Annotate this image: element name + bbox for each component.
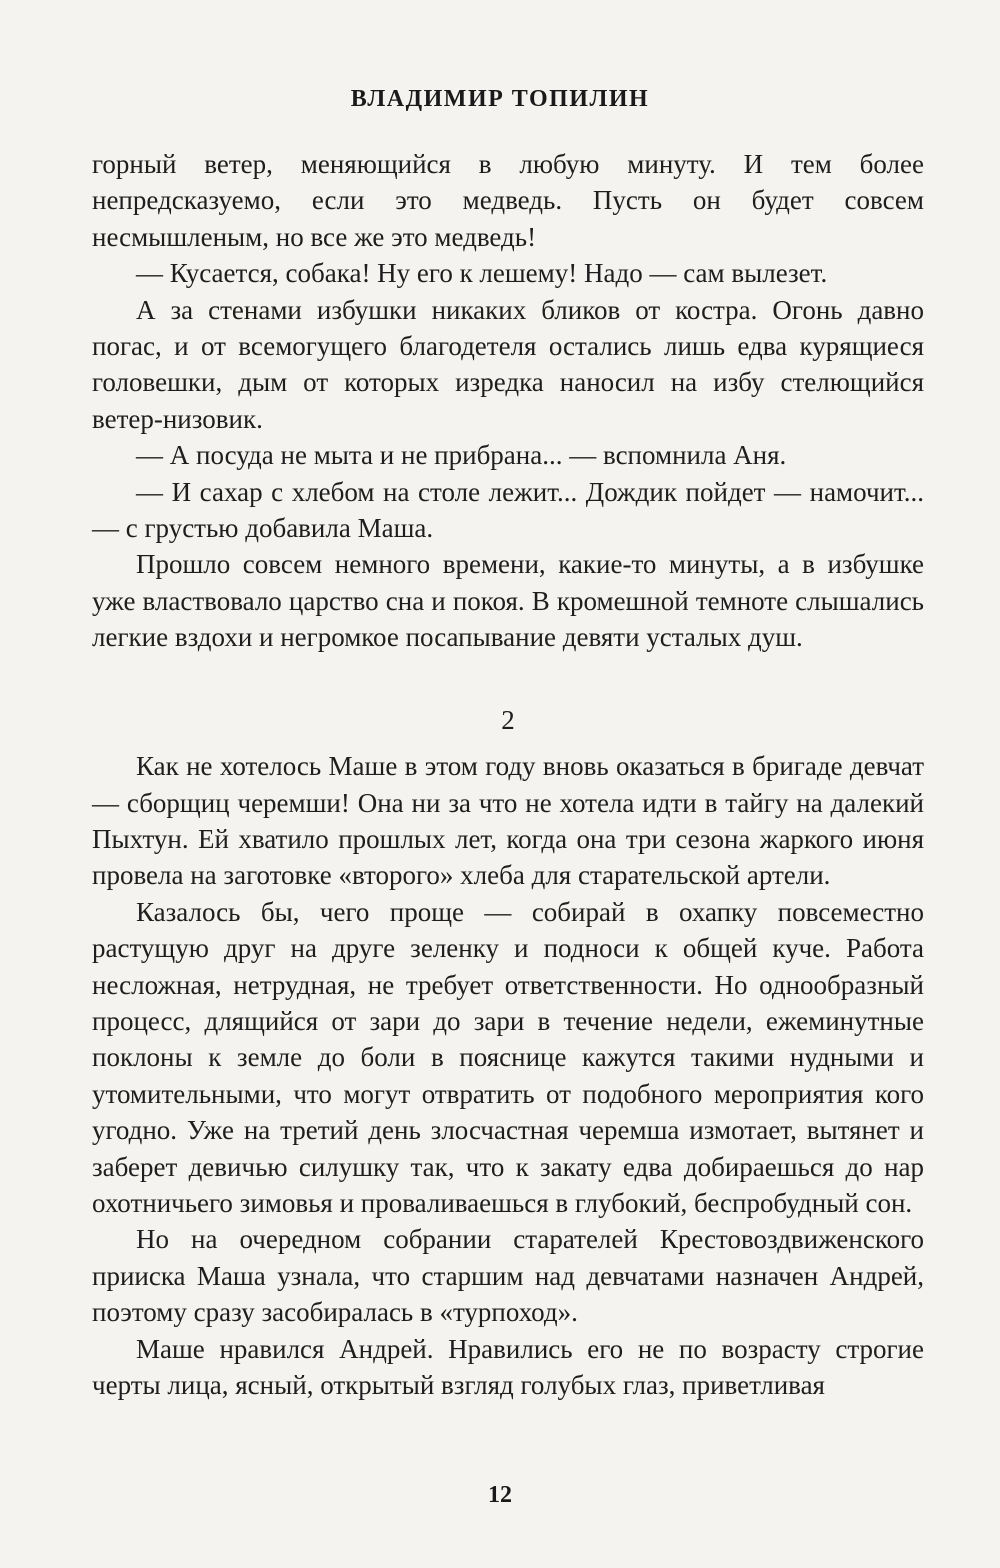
paragraph: Но на очередном собрании старателей Крестовоздвиженского прииска Маша узнала, что старшим над девчатами назначен Андрей, поэтому сразу засобиралась в «турпоход».: [92, 1224, 924, 1328]
paragraph: — И сахар с хлебом на столе лежит... Дождик пойдет — намочит... — с грустью добавила Маша.: [92, 476, 924, 544]
paragraph: Маше нравился Андрей. Нравились его не по возрасту строгие черты лица, ясный, открытый взгляд голубых глаз, приветливая: [92, 1333, 924, 1400]
paragraph: Казалось бы, чего проще — собирай в охапку повсеместно растущую друг на друге зеленку и подноси к общей куче. Работа несложная, нетрудная, не требует ответственности. Но однообразный процесс, длящийся от зари до зари в течение недели, ежеминутные поклоны к земле до боли в пояснице кажутся такими нудными и утомительными, что могут отвратить от подобного мероприятия кого угодно. Уже на третий день злосчастная черемша измотает, вытянет и заберет девичью силушку так, что к закату едва добираешься до нар охотничьего зимовья и проваливаешься в глубокий, беспробудный сон.: [92, 896, 924, 1218]
paragraph: Прошло совсем немного времени, какие-то минуты, а в избушке уже властвовало царство сна и покоя. В кромешной темноте слышались легкие вздохи и негромкое посапывание девяти усталых душ.: [92, 549, 924, 653]
paragraph: А за стенами избушки никаких бликов от костра. Огонь давно погас, и от всемогущего благодетеля остались лишь едва курящиеся головешки, дым от которых изредка наносил на избу стелющийся ветер-низовик.: [92, 294, 924, 434]
running-head: ВЛАДИМИР ТОПИЛИН: [350, 86, 650, 112]
paragraph: Как не хотелось Маше в этом году вновь оказаться в бригаде девчат — сборщиц черемши! Она ни за что не хотела идти в тайгу на далекий Пыхтун. Ей хватило прошлых лет, когда она три сезона жаркого июня провела на заготовке «второго» хлеба для старательской артели.: [92, 751, 924, 891]
paragraph: — Кусается, собака! Ну его к лешему! Надо — сам вылезет.: [136, 258, 828, 289]
paragraph: — А посуда не мыта и не прибрана... — вспомнила Аня.: [136, 440, 787, 471]
page-number: 12: [488, 1482, 512, 1508]
body-text: [92, 146, 924, 1403]
chapter-number: 2: [501, 704, 515, 735]
paragraph: горный ветер, меняющийся в любую минуту. И тем более непредсказуемо, если это медведь. Пусть он будет совсем несмышленым, но все же это медведь!: [92, 149, 924, 252]
